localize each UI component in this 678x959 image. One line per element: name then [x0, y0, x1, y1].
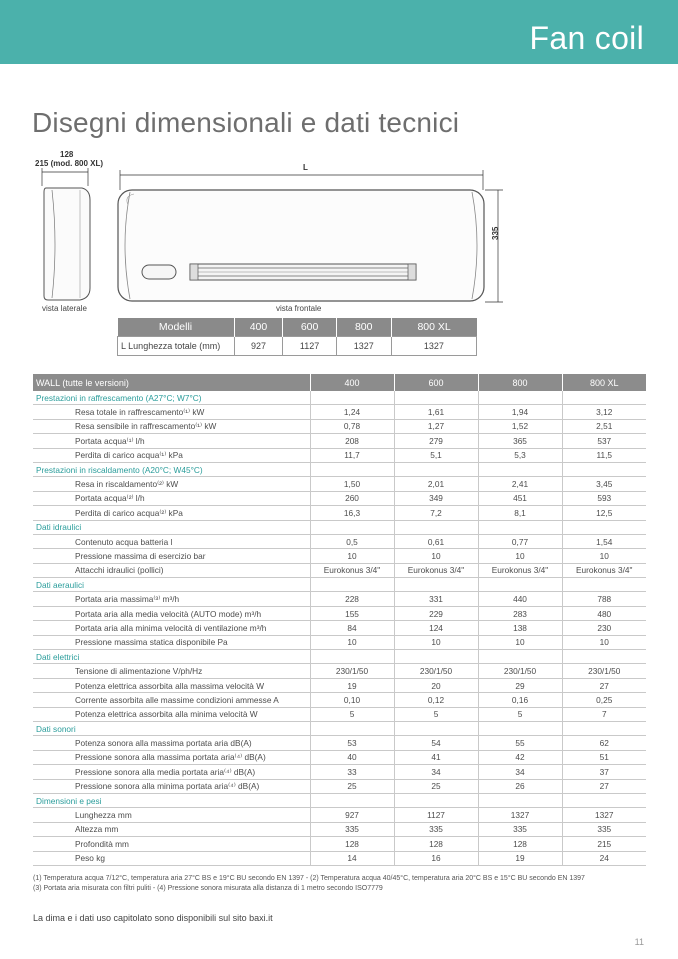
spec-empty-cell: [310, 520, 394, 534]
spec-value-cell: 0,12: [394, 693, 478, 707]
spec-section-title: Prestazioni in riscaldamento (A20°C; W45°C): [33, 462, 310, 476]
spec-value-cell: 440: [478, 592, 562, 606]
spec-row: [33, 606, 646, 620]
spec-value-cell: 10: [562, 635, 646, 649]
spec-empty-cell: [562, 793, 646, 807]
models-cell: L Lunghezza totale (mm): [118, 337, 235, 356]
spec-value-cell: 230/1/50: [310, 664, 394, 678]
spec-value-cell: 138: [478, 621, 562, 635]
spec-value-cell: 593: [562, 491, 646, 505]
spec-value-cell: 40: [310, 750, 394, 764]
spec-section-row: [33, 793, 646, 807]
models-header-cell: 800 XL: [391, 318, 476, 337]
spec-section-title: Prestazioni in raffrescamento (A27°C; W7°C): [33, 391, 310, 405]
spec-row: [33, 534, 646, 548]
spec-value-cell: 365: [478, 434, 562, 448]
spec-section-row: [33, 650, 646, 664]
length-label: L: [303, 163, 308, 172]
spec-value-cell: 29: [478, 678, 562, 692]
spec-value-cell: 335: [562, 822, 646, 836]
spec-row: [33, 592, 646, 606]
page-number: 11: [634, 937, 644, 947]
spec-row: [33, 851, 646, 865]
side-view-caption: vista laterale: [42, 304, 87, 313]
spec-row-label: Peso kg: [33, 851, 310, 865]
spec-value-cell: 10: [562, 549, 646, 563]
spec-row-label: Pressione massima statica disponibile Pa: [33, 635, 310, 649]
models-row: [118, 337, 477, 356]
spec-row: [33, 765, 646, 779]
spec-empty-cell: [310, 721, 394, 735]
footer-text: La dima e i dati uso capitolato sono disponibili sul sito baxi.it: [33, 913, 273, 923]
spec-row: [33, 678, 646, 692]
spec-value-cell: 229: [394, 606, 478, 620]
spec-header-row: [33, 374, 646, 391]
spec-value-cell: 10: [310, 549, 394, 563]
spec-value-cell: 0,5: [310, 534, 394, 548]
spec-value-cell: 128: [478, 837, 562, 851]
spec-value-cell: 24: [562, 851, 646, 865]
spec-row: [33, 491, 646, 505]
spec-section-row: [33, 462, 646, 476]
spec-value-cell: 128: [310, 837, 394, 851]
spec-value-cell: 12,5: [562, 506, 646, 520]
spec-value-cell: 451: [478, 491, 562, 505]
spec-value-cell: Eurokonus 3/4": [310, 563, 394, 577]
spec-empty-cell: [478, 650, 562, 664]
spec-value-cell: 7,2: [394, 506, 478, 520]
spec-empty-cell: [562, 462, 646, 476]
spec-value-cell: 16,3: [310, 506, 394, 520]
spec-value-cell: 11,7: [310, 448, 394, 462]
spec-section-row: [33, 391, 646, 405]
spec-value-cell: Eurokonus 3/4": [478, 563, 562, 577]
spec-row: [33, 837, 646, 851]
spec-value-cell: 10: [310, 635, 394, 649]
spec-value-cell: 1327: [562, 808, 646, 822]
spec-value-cell: 1,52: [478, 419, 562, 433]
spec-empty-cell: [394, 578, 478, 592]
spec-value-cell: 155: [310, 606, 394, 620]
spec-value-cell: 1,94: [478, 405, 562, 419]
spec-header-cell: WALL (tutte le versioni): [33, 374, 310, 391]
spec-value-cell: 124: [394, 621, 478, 635]
spec-value-cell: 2,41: [478, 477, 562, 491]
models-header-cell: 600: [283, 318, 336, 337]
height-label: 335: [491, 226, 500, 240]
spec-value-cell: 10: [478, 549, 562, 563]
spec-row-label: Portata aria alla minima velocità di ventilazione m³/h: [33, 621, 310, 635]
spec-row: [33, 405, 646, 419]
spec-empty-cell: [310, 650, 394, 664]
spec-value-cell: 55: [478, 736, 562, 750]
spec-row: [33, 549, 646, 563]
spec-value-cell: 260: [310, 491, 394, 505]
spec-value-cell: 41: [394, 750, 478, 764]
spec-empty-cell: [478, 578, 562, 592]
spec-empty-cell: [478, 520, 562, 534]
spec-row-label: Portata acqua⁽¹⁾ l/h: [33, 434, 310, 448]
spec-value-cell: 42: [478, 750, 562, 764]
spec-value-cell: 208: [310, 434, 394, 448]
spec-value-cell: 5: [394, 707, 478, 721]
spec-row: [33, 434, 646, 448]
spec-row-label: Resa totale in raffrescamento⁽¹⁾ kW: [33, 405, 310, 419]
spec-empty-cell: [394, 650, 478, 664]
spec-row-label: Pressione sonora alla media portata aria⁽⁴⁾ dB(A): [33, 765, 310, 779]
spec-value-cell: 1,24: [310, 405, 394, 419]
spec-empty-cell: [562, 520, 646, 534]
spec-value-cell: 5,3: [478, 448, 562, 462]
spec-empty-cell: [310, 462, 394, 476]
page-title: Disegni dimensionali e dati tecnici: [32, 107, 460, 138]
spec-value-cell: 230/1/50: [478, 664, 562, 678]
spec-value-cell: 25: [394, 779, 478, 793]
spec-value-cell: 54: [394, 736, 478, 750]
spec-header-cell: 800 XL: [562, 374, 646, 391]
spec-value-cell: 1327: [478, 808, 562, 822]
spec-row: [33, 664, 646, 678]
spec-value-cell: 19: [310, 678, 394, 692]
spec-empty-cell: [478, 721, 562, 735]
spec-row: [33, 563, 646, 577]
spec-row: [33, 822, 646, 836]
spec-value-cell: 1,27: [394, 419, 478, 433]
spec-value-cell: 34: [394, 765, 478, 779]
spec-section-title: Dati elettrici: [33, 650, 310, 664]
spec-row-label: Profondità mm: [33, 837, 310, 851]
spec-value-cell: 51: [562, 750, 646, 764]
spec-value-cell: 20: [394, 678, 478, 692]
spec-row: [33, 621, 646, 635]
spec-value-cell: 537: [562, 434, 646, 448]
spec-value-cell: 27: [562, 779, 646, 793]
spec-empty-cell: [478, 793, 562, 807]
spec-value-cell: 25: [310, 779, 394, 793]
spec-row: [33, 808, 646, 822]
spec-empty-cell: [310, 578, 394, 592]
spec-empty-cell: [478, 462, 562, 476]
spec-row: [33, 506, 646, 520]
spec-row-label: Tensione di alimentazione V/ph/Hz: [33, 664, 310, 678]
spec-row-label: Corrente assorbita alle massime condizioni ammesse A: [33, 693, 310, 707]
spec-row-label: Portata acqua⁽²⁾ l/h: [33, 491, 310, 505]
models-header-row: [118, 318, 477, 337]
spec-value-cell: 0,78: [310, 419, 394, 433]
spec-row-label: Contenuto acqua batteria l: [33, 534, 310, 548]
spec-row-label: Altezza mm: [33, 822, 310, 836]
models-cell: 1327: [336, 337, 391, 356]
spec-value-cell: 1,50: [310, 477, 394, 491]
spec-value-cell: 788: [562, 592, 646, 606]
spec-row-label: Attacchi idraulici (pollici): [33, 563, 310, 577]
spec-row: [33, 736, 646, 750]
models-header-cell: Modelli: [118, 318, 235, 337]
spec-value-cell: 2,01: [394, 477, 478, 491]
spec-value-cell: 5,1: [394, 448, 478, 462]
spec-value-cell: 26: [478, 779, 562, 793]
spec-empty-cell: [394, 520, 478, 534]
spec-value-cell: 5: [478, 707, 562, 721]
footnotes: [33, 874, 585, 894]
models-header-cell: 800: [336, 318, 391, 337]
spec-value-cell: 7: [562, 707, 646, 721]
spec-empty-cell: [394, 391, 478, 405]
header-title: Fan coil: [529, 20, 644, 56]
spec-empty-cell: [562, 391, 646, 405]
spec-empty-cell: [562, 578, 646, 592]
spec-value-cell: Eurokonus 3/4": [562, 563, 646, 577]
spec-value-cell: 480: [562, 606, 646, 620]
spec-header-cell: 800: [478, 374, 562, 391]
spec-value-cell: 27: [562, 678, 646, 692]
spec-section-title: Dati idraulici: [33, 520, 310, 534]
spec-value-cell: 215: [562, 837, 646, 851]
spec-empty-cell: [562, 650, 646, 664]
spec-value-cell: 279: [394, 434, 478, 448]
spec-value-cell: 53: [310, 736, 394, 750]
spec-empty-cell: [310, 391, 394, 405]
spec-value-cell: 283: [478, 606, 562, 620]
spec-row: [33, 419, 646, 433]
spec-empty-cell: [394, 793, 478, 807]
spec-row-label: Pressione sonora alla massima portata aria⁽⁴⁾ dB(A): [33, 750, 310, 764]
spec-header-cell: 600: [394, 374, 478, 391]
spec-section-row: [33, 520, 646, 534]
models-cell: 927: [234, 337, 283, 356]
spec-empty-cell: [394, 721, 478, 735]
spec-empty-cell: [310, 793, 394, 807]
spec-row: [33, 477, 646, 491]
spec-section-title: Dimensioni e pesi: [33, 793, 310, 807]
spec-row: [33, 750, 646, 764]
spec-section-title: Dati sonori: [33, 721, 310, 735]
spec-header-cell: 400: [310, 374, 394, 391]
spec-value-cell: 11,5: [562, 448, 646, 462]
spec-row-label: Perdita di carico acqua⁽²⁾ kPa: [33, 506, 310, 520]
spec-value-cell: 0,10: [310, 693, 394, 707]
models-cell: 1327: [391, 337, 476, 356]
spec-row-label: Pressione sonora alla minima portata aria⁽⁴⁾ dB(A): [33, 779, 310, 793]
models-header-cell: 400: [234, 318, 283, 337]
dimensional-drawing: [0, 0, 678, 320]
spec-value-cell: 37: [562, 765, 646, 779]
spec-section-row: [33, 578, 646, 592]
spec-value-cell: 16: [394, 851, 478, 865]
spec-value-cell: 33: [310, 765, 394, 779]
spec-value-cell: 349: [394, 491, 478, 505]
spec-row: [33, 707, 646, 721]
spec-value-cell: 62: [562, 736, 646, 750]
spec-value-cell: 0,25: [562, 693, 646, 707]
spec-row-label: Pressione massima di esercizio bar: [33, 549, 310, 563]
spec-value-cell: 1,54: [562, 534, 646, 548]
front-view-caption: vista frontale: [276, 304, 322, 313]
spec-table: [33, 374, 646, 866]
spec-value-cell: 230/1/50: [562, 664, 646, 678]
depth-label-1: 128: [60, 150, 74, 159]
spec-value-cell: 230: [562, 621, 646, 635]
spec-row: [33, 693, 646, 707]
spec-row-label: Portata aria massima⁽³⁾ m³/h: [33, 592, 310, 606]
spec-value-cell: 8,1: [478, 506, 562, 520]
spec-row-label: Resa in riscaldamento⁽²⁾ kW: [33, 477, 310, 491]
spec-value-cell: 14: [310, 851, 394, 865]
spec-value-cell: 228: [310, 592, 394, 606]
spec-section-title: Dati aeraulici: [33, 578, 310, 592]
spec-empty-cell: [478, 391, 562, 405]
spec-value-cell: 230/1/50: [394, 664, 478, 678]
spec-value-cell: 3,12: [562, 405, 646, 419]
models-table: [117, 318, 477, 356]
spec-row: [33, 448, 646, 462]
spec-row-label: Potenza sonora alla massima portata aria dB(A): [33, 736, 310, 750]
spec-value-cell: 2,51: [562, 419, 646, 433]
spec-value-cell: 331: [394, 592, 478, 606]
spec-value-cell: 335: [394, 822, 478, 836]
spec-row-label: Potenza elettrica assorbita alla massima velocità W: [33, 678, 310, 692]
spec-value-cell: 1127: [394, 808, 478, 822]
spec-row-label: Perdita di carico acqua⁽¹⁾ kPa: [33, 448, 310, 462]
spec-value-cell: 128: [394, 837, 478, 851]
spec-row-label: Resa sensibile in raffrescamento⁽¹⁾ kW: [33, 419, 310, 433]
footnote-line: (3) Portata aria misurata con filtri puliti - (4) Pressione sonora misurata alla distanza di 1 metro secondo ISO7779: [33, 885, 383, 892]
spec-value-cell: 3,45: [562, 477, 646, 491]
spec-row-label: Lunghezza mm: [33, 808, 310, 822]
spec-value-cell: 0,77: [478, 534, 562, 548]
spec-value-cell: 5: [310, 707, 394, 721]
spec-empty-cell: [394, 462, 478, 476]
spec-row: [33, 779, 646, 793]
spec-value-cell: 0,61: [394, 534, 478, 548]
spec-value-cell: 0,16: [478, 693, 562, 707]
spec-value-cell: 10: [394, 635, 478, 649]
models-cell: 1127: [283, 337, 336, 356]
spec-section-row: [33, 721, 646, 735]
spec-empty-cell: [562, 721, 646, 735]
footnote-line: (1) Temperatura acqua 7/12°C, temperatura aria 27°C BS e 19°C BU secondo EN 1397 - (2) Temperatura acqua 40/45°C, temperatura aria 20°C BS e 15°C BU secondo EN 1397: [33, 875, 585, 882]
spec-value-cell: 335: [478, 822, 562, 836]
spec-value-cell: 10: [478, 635, 562, 649]
spec-value-cell: 927: [310, 808, 394, 822]
depth-label-2: 215 (mod. 800 XL): [35, 159, 104, 168]
spec-value-cell: 335: [310, 822, 394, 836]
spec-value-cell: 10: [394, 549, 478, 563]
spec-value-cell: 1,61: [394, 405, 478, 419]
spec-value-cell: 34: [478, 765, 562, 779]
spec-value-cell: 84: [310, 621, 394, 635]
spec-row-label: Potenza elettrica assorbita alla minima velocità W: [33, 707, 310, 721]
spec-row: [33, 635, 646, 649]
spec-value-cell: 19: [478, 851, 562, 865]
spec-row-label: Portata aria alla media velocità (AUTO mode) m³/h: [33, 606, 310, 620]
spec-value-cell: Eurokonus 3/4": [394, 563, 478, 577]
